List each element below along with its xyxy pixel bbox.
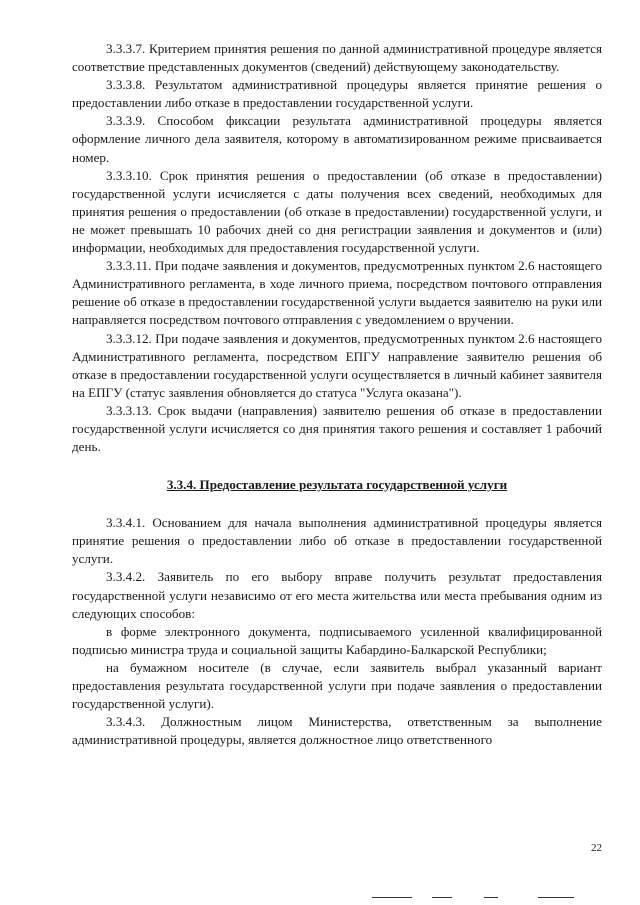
footer-divider: [538, 897, 574, 898]
paragraph-3-3-3-10: 3.3.3.10. Срок принятия решения о предоставлении (об отказе в предоставлении) государственной услуги исчисляется с даты получения всех сведений, необходимых для принятия решения о предоставлении (об отказе в предоставлении) государственной услуги, и не может превышать 10 рабочих дней со дня регистрации заявления и документов и (или) информации, необходимых для предоставления государственной услуги.: [72, 167, 602, 256]
paragraph-3-3-3-11: 3.3.3.11. При подаче заявления и документов, предусмотренных пунктом 2.6 настоящего Административного регламента, в ходе личного приема, посредством почтового отправления решение об отказе в предоставлении государственной услуги выдается заявителю на руки или направляется посредством почтового отправления с уведомлением о вручении.: [72, 258, 602, 328]
list-item-electronic: в форме электронного документа, подписываемого усиленной квалифицированной подписью министра труда и социальной защиты Кабардино-Балкарской Республики;: [72, 623, 602, 657]
footer-divider: [484, 897, 498, 898]
paragraph-3-3-3-9: 3.3.3.9. Способом фиксации результата административной процедуры является оформление личного дела заявителя, которому в автоматизированном режиме присваивается номер.: [72, 113, 602, 165]
paragraph-3-3-3-7: 3.3.3.7. Критерием принятия решения по данной административной процедуре является соответствие представленных документов (сведений) действующему законодательству.: [72, 41, 602, 75]
footer-divider: [432, 897, 452, 898]
footer-divider: [372, 897, 412, 898]
list-item-paper: на бумажном носителе (в случае, если заявитель выбрал указанный вариант предоставления результата государственной услуги при подаче заявления о предоставлении государственной услуги).: [72, 659, 602, 712]
paragraph-3-3-3-8: 3.3.3.8. Результатом административной процедуры является принятие решения о предоставлении либо отказе в предоставлении государственной услуги.: [72, 77, 602, 111]
paragraph-3-3-4-2: 3.3.4.2. Заявитель по его выбору вправе получить результат предоставления государственной услуги независимо от его места жительства или места пребывания одним из следующих способов:: [72, 569, 602, 621]
page-number: 22: [591, 842, 602, 854]
paragraph-3-3-3-13: 3.3.3.13. Срок выдачи (направления) заявителю решения об отказе в предоставлении государственной услуги исчисляется со дня принятия такого решения и составляет 1 рабочий день.: [72, 402, 602, 455]
section-heading: 3.3.4. Предоставление результата государственной услуги: [166, 477, 508, 493]
paragraph-3-3-4-1: 3.3.4.1. Основанием для начала выполнения административной процедуры является принятие решения о предоставлении либо об отказе в предоставлении государственной услуги.: [72, 515, 602, 567]
paragraph-3-3-4-3: 3.3.4.3. Должностным лицом Министерства, ответственным за выполнение административной процедуры, является должностное лицо ответственного: [72, 714, 602, 748]
paragraph-3-3-3-12: 3.3.3.12. При подаче заявления и документов, предусмотренных пунктом 2.6 настоящего Административного регламента, посредством ЕПГУ направление заявителю решения об отказе в предоставлении государственной услуги осуществляется в личный кабинет заявителя на ЕПГУ (статус заявления обновляется до статуса "Услуга оказана").: [72, 330, 602, 400]
